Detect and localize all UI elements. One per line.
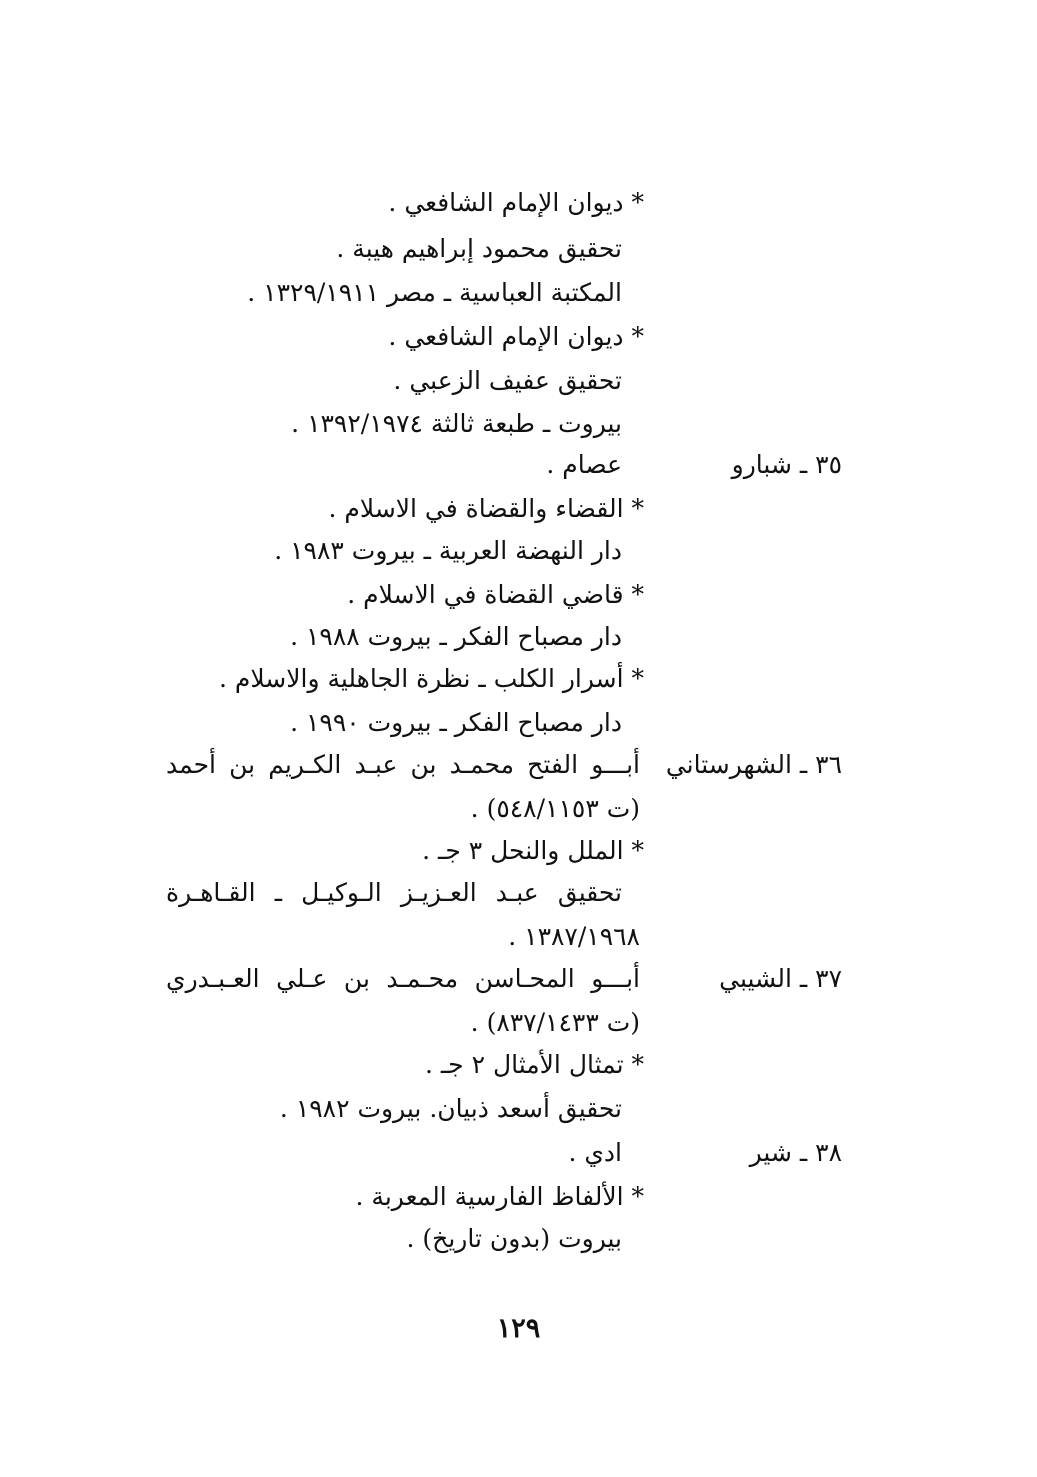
entry-detail: ١٣٨٧/١٩٦٨ . [508,922,640,951]
author-heading: ٣٥ ـ شبارو [731,450,842,479]
entry-detail: المكتبة العباسية ـ مصر ١٣٢٩/١٩١١ . [247,278,622,307]
entry-title: * قاضي القضاة في الاسلام . [347,580,644,609]
entry-title: * ديوان الإمام الشافعي . [388,322,644,351]
author-heading: ٣٨ ـ شير [749,1138,842,1167]
author-info: عصام . [546,450,622,479]
author-dates: (ت ٨٣٧/١٤٣٣) . [470,1008,640,1037]
author-info: أبـــو المحـاسن محـمـد بن عـلي العـبـدري [166,964,640,993]
entry-title: * الملل والنحل ٣ جـ . [422,836,644,865]
entry-detail: بيروت (بدون تاريخ) . [406,1224,622,1253]
entry-detail: تحقيق أسعد ذبيان. بيروت ١٩٨٢ . [279,1094,622,1123]
entry-detail: تحقيق عفيف الزعبي . [393,366,622,395]
entry-detail: دار مصباح الفكر ـ بيروت ١٩٩٠ . [290,708,622,737]
entry-title: * الألفاظ الفارسية المعربة . [355,1182,644,1211]
page-number: ١٢٩ [496,1313,541,1344]
author-heading: ٣٦ ـ الشهرستاني [665,750,842,779]
entry-detail: دار النهضة العربية ـ بيروت ١٩٨٣ . [274,536,622,565]
entry-detail: بيروت ـ طبعة ثالثة ١٣٩٢/١٩٧٤ . [291,409,622,438]
entry-title: * ديوان الإمام الشافعي . [388,188,644,217]
author-dates: (ت ٥٤٨/١١٥٣) . [470,794,640,823]
author-info: ادي . [568,1138,622,1167]
entry-title: * أسرار الكلب ـ نظرة الجاهلية والاسلام . [219,664,644,693]
entry-detail: تحقيق عبـد العـزيـز الـوكيـل ـ القـاهـرة [166,878,622,907]
author-info: أبـــو الفتح محمـد بن عبـد الكـريم بن أحمد [166,750,640,779]
entry-detail: دار مصباح الفكر ـ بيروت ١٩٨٨ . [290,622,622,651]
entry-title: * القضاء والقضاة في الاسلام . [328,494,644,523]
author-heading: ٣٧ ـ الشيبي [719,964,842,993]
entry-title: * تمثال الأمثال ٢ جـ . [424,1050,644,1079]
entry-detail: تحقيق محمود إبراهيم هيبة . [336,234,622,263]
